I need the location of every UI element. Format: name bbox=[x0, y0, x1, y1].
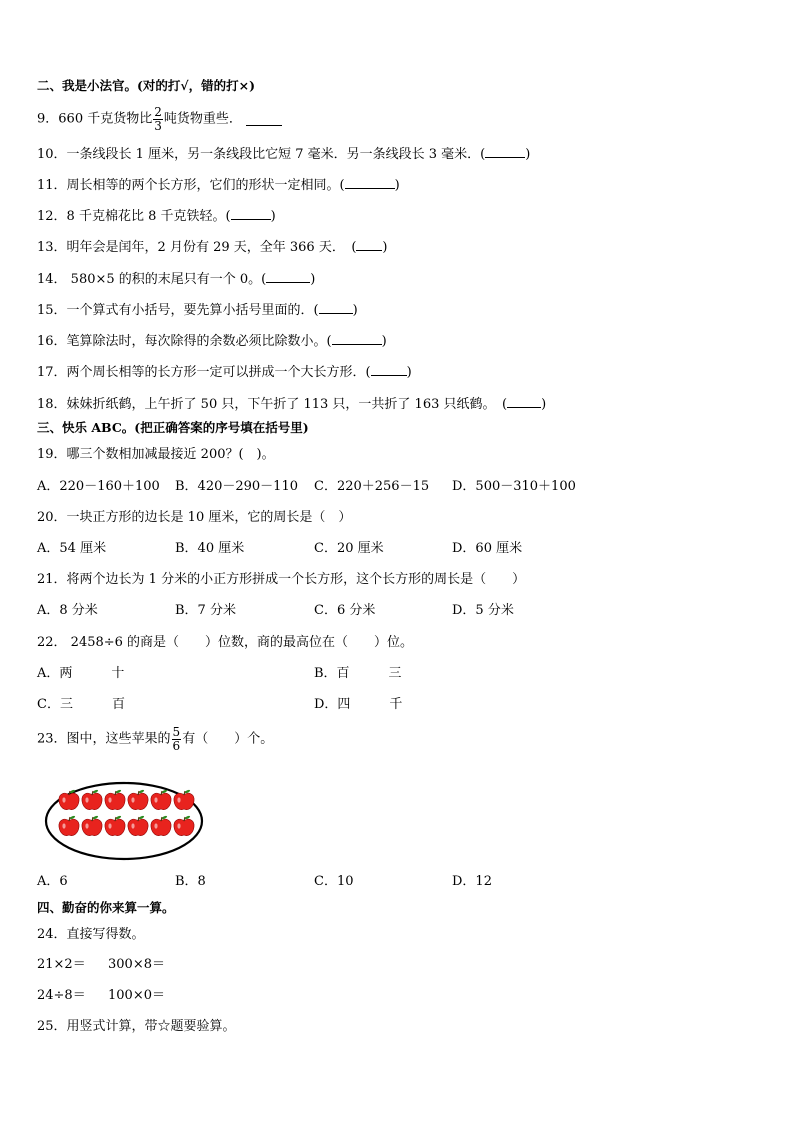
q9-answer-blank[interactable] bbox=[246, 113, 282, 126]
q24-item-2: 300×8＝ bbox=[108, 957, 165, 972]
question-22-stem: 22． 2458÷6 的商是（ ）位数，商的最高位在（ ）位。 bbox=[37, 635, 414, 650]
question-18 bbox=[37, 395, 546, 414]
question-20-stem: 20．一块正方形的边长是 10 厘米，它的周长是（ ） bbox=[37, 510, 352, 525]
apple-plate-illustration bbox=[44, 781, 204, 861]
q23-fraction bbox=[172, 726, 182, 753]
q18-close-paren: ) bbox=[541, 397, 547, 412]
q17-close-paren: ) bbox=[406, 365, 412, 380]
q23-option-a[interactable]: A．6 bbox=[37, 874, 68, 889]
q24-item-3: 24÷8＝ bbox=[37, 988, 86, 1003]
q13-text: 13．明年会是闰年，2 月份有 29 天，全年 366 天． ( bbox=[37, 240, 357, 255]
q12-close-paren: ) bbox=[270, 209, 276, 224]
q17-text: 17．两个周长相等的长方形一定可以拼成一个大长方形．( bbox=[37, 365, 371, 380]
q16-answer-blank[interactable] bbox=[332, 332, 382, 345]
question-15 bbox=[37, 301, 358, 320]
q15-text: 15．一个算式有小括号，要先算小括号里面的．( bbox=[37, 303, 319, 318]
q9-text-b: 吨货物重些． bbox=[163, 111, 242, 127]
q9-fraction bbox=[153, 106, 163, 133]
question-10 bbox=[37, 145, 530, 164]
q14-close-paren: ) bbox=[310, 272, 316, 287]
question-17 bbox=[37, 363, 412, 382]
q9-text-a: 9．660 千克货物比 bbox=[37, 111, 153, 127]
q11-text: 11．周长相等的两个长方形，它们的形状一定相同。( bbox=[37, 178, 345, 193]
q19-option-d[interactable]: D．500－310＋100 bbox=[452, 479, 576, 494]
q20-option-b[interactable]: B．40 厘米 bbox=[175, 541, 245, 556]
question-25-stem: 25．用竖式计算，带☆题要验算。 bbox=[37, 1019, 236, 1034]
q20-option-c[interactable]: C．20 厘米 bbox=[314, 541, 384, 556]
q18-text: 18．妹妹折纸鹤，上午折了 50 只，下午折了 113 只，一共折了 163 只纸鹤。 ( bbox=[37, 397, 508, 412]
q10-close-paren: ) bbox=[525, 147, 531, 162]
question-23-stem bbox=[37, 726, 273, 753]
q21-option-d[interactable]: D．5 分米 bbox=[452, 603, 514, 618]
q22-option-a[interactable]: A．两 十 bbox=[37, 666, 125, 681]
q22-option-c[interactable]: C．三 百 bbox=[37, 697, 125, 712]
q11-close-paren: ) bbox=[394, 178, 400, 193]
q15-close-paren: ) bbox=[352, 303, 358, 318]
q19-option-b[interactable]: B．420－290－110 bbox=[175, 479, 298, 494]
q22-option-b[interactable]: B．百 三 bbox=[314, 666, 402, 681]
section-heading-4: 四、勤奋的你来算一算。 bbox=[37, 900, 175, 915]
q18-answer-blank[interactable] bbox=[507, 395, 541, 408]
q10-text: 10．一条线段长 1 厘米，另一条线段比它短 7 毫米．另一条线段长 3 毫米．( bbox=[37, 147, 486, 162]
q10-answer-blank[interactable] bbox=[485, 145, 525, 158]
question-24-stem: 24．直接写得数。 bbox=[37, 927, 145, 942]
q9-frac-den: 3 bbox=[154, 119, 162, 133]
q23-option-b[interactable]: B．8 bbox=[175, 874, 206, 889]
q12-text: 12．8 千克棉花比 8 千克铁轻。( bbox=[37, 209, 231, 224]
q17-answer-blank[interactable] bbox=[371, 363, 407, 376]
q23-frac-num: 5 bbox=[172, 725, 181, 739]
q16-close-paren: ) bbox=[381, 334, 387, 349]
q16-text: 16．笔算除法时，每次除得的余数必须比除数小。( bbox=[37, 334, 332, 349]
q19-option-c[interactable]: C．220＋256－15 bbox=[314, 479, 430, 494]
question-21-stem: 21．将两个边长为 1 分米的小正方形拼成一个长方形，这个长方形的周长是（ ） bbox=[37, 572, 526, 587]
q21-option-c[interactable]: C．6 分米 bbox=[314, 603, 376, 618]
question-13 bbox=[37, 238, 387, 257]
question-19-stem: 19．哪三个数相加减最接近 200？( )。 bbox=[37, 447, 275, 462]
q19-option-a[interactable]: A．220－160＋100 bbox=[37, 479, 160, 494]
q14-answer-blank[interactable] bbox=[266, 270, 310, 283]
section-heading-2: 二、我是小法官。(对的打√，错的打×) bbox=[37, 78, 256, 93]
question-14 bbox=[37, 270, 315, 289]
q12-answer-blank[interactable] bbox=[231, 207, 271, 220]
question-12 bbox=[37, 207, 276, 226]
question-9 bbox=[37, 106, 282, 133]
q20-option-a[interactable]: A．54 厘米 bbox=[37, 541, 107, 556]
q15-answer-blank[interactable] bbox=[319, 301, 353, 314]
q23-text-b: 有（ ）个。 bbox=[182, 731, 274, 747]
q9-frac-num: 2 bbox=[154, 105, 162, 119]
q23-text-a: 23．图中，这些苹果的 bbox=[37, 731, 171, 747]
q21-option-a[interactable]: A．8 分米 bbox=[37, 603, 98, 618]
q23-option-d[interactable]: D．12 bbox=[452, 874, 492, 889]
q13-answer-blank[interactable] bbox=[356, 238, 382, 251]
q20-option-d[interactable]: D．60 厘米 bbox=[452, 541, 523, 556]
q14-text: 14． 580×5 的积的末尾只有一个 0。( bbox=[37, 272, 267, 287]
q23-frac-den: 6 bbox=[172, 739, 181, 753]
question-16 bbox=[37, 332, 387, 351]
q24-item-4: 100×0＝ bbox=[108, 988, 165, 1003]
q22-option-d[interactable]: D．四 千 bbox=[314, 697, 403, 712]
question-11 bbox=[37, 176, 400, 195]
q11-answer-blank[interactable] bbox=[345, 176, 395, 189]
q21-option-b[interactable]: B．7 分米 bbox=[175, 603, 236, 618]
q24-item-1: 21×2＝ bbox=[37, 957, 86, 972]
q13-close-paren: ) bbox=[382, 240, 388, 255]
q23-option-c[interactable]: C．10 bbox=[314, 874, 354, 889]
section-heading-3: 三、快乐 ABC。(把正确答案的序号填在括号里) bbox=[37, 420, 309, 435]
